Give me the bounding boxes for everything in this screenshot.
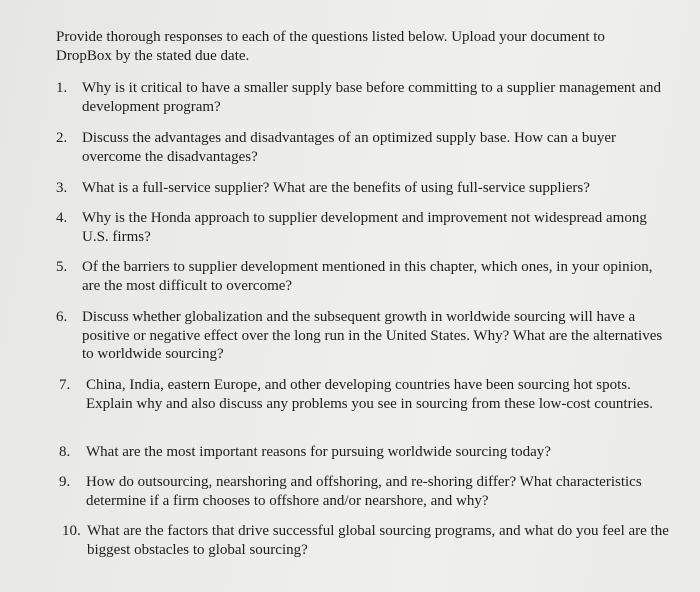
question-number: 10.: [62, 523, 81, 539]
question-item-6: [56, 308, 676, 364]
question-number: 7.: [59, 377, 71, 393]
question-number: 5.: [56, 259, 68, 275]
question-number: 1.: [56, 80, 68, 96]
question-item-1: [56, 79, 676, 116]
question-text: Why is the Honda approach to supplier development and improvement not widespread among U.S. firms?: [82, 210, 647, 245]
question-item-3: [56, 179, 676, 198]
question-number: 8.: [59, 444, 71, 460]
question-number: 2.: [56, 130, 68, 146]
question-text: What are the factors that drive successful global sourcing programs, and what do you feel are the biggest obstacles to global sourcing?: [87, 523, 669, 558]
question-text: Why is it critical to have a smaller supply base before committing to a supplier management and development program?: [82, 80, 661, 115]
question-text: China, India, eastern Europe, and other developing countries have been sourcing hot spots. Explain why and also discuss any problems you see in sourcing from these low-cost countries.: [86, 377, 653, 412]
instructions-line-1: Provide thorough responses to each of the questions listed below. Upload your document to: [56, 29, 605, 45]
question-text: What is a full-service supplier? What are the benefits of using full-service suppliers?: [82, 180, 590, 196]
question-text: What are the most important reasons for pursuing worldwide sourcing today?: [86, 444, 551, 460]
question-text: Discuss whether globalization and the subsequent growth in worldwide sourcing will have a positive or negative effect over the long run in the United States. Why? What are the alternatives to worldwide sourcing?: [82, 309, 663, 362]
question-number: 6.: [56, 309, 68, 325]
question-text: Discuss the advantages and disadvantages of an optimized supply base. How can a buyer overcome the disadvantages?: [82, 130, 617, 165]
instructions-line-2: DropBox by the stated due date.: [56, 48, 250, 64]
question-item-4: [56, 209, 676, 246]
question-item-5: [56, 258, 676, 295]
question-number: 9.: [59, 474, 71, 490]
question-item-10: [56, 522, 676, 559]
question-number: 4.: [56, 210, 68, 226]
question-item-9: [56, 473, 676, 510]
question-text: Of the barriers to supplier development mentioned in this chapter, which ones, in your opinion, are the most difficult to overcome?: [82, 259, 653, 294]
instructions-paragraph: [56, 28, 676, 66]
question-item-8: [56, 443, 676, 462]
question-number: 3.: [56, 180, 68, 196]
question-item-7: [56, 376, 676, 413]
question-text: How do outsourcing, nearshoring and offshoring, and re-shoring differ? What characteristics determine if a firm chooses to offshore and/or nearshore, and why?: [86, 474, 642, 509]
question-item-2: [56, 129, 676, 166]
